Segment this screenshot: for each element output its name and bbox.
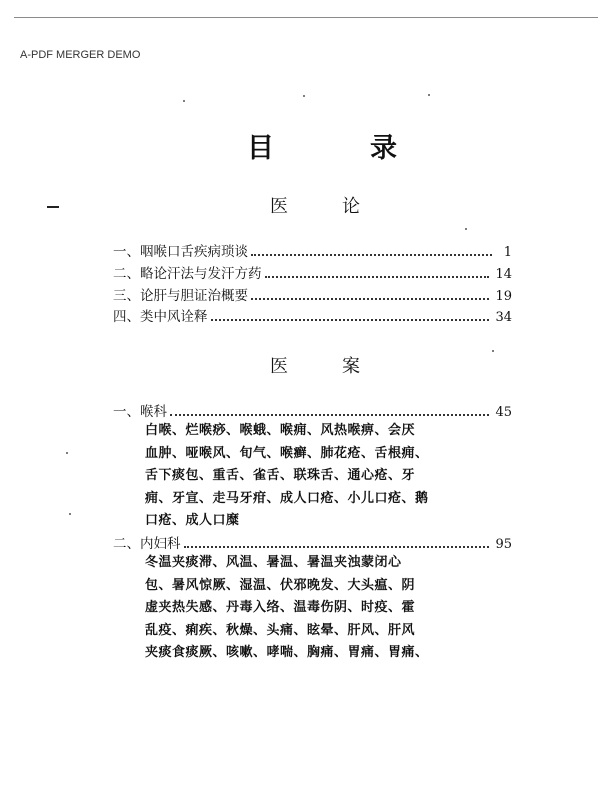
scan-speck [428,94,430,96]
watermark-text: A-PDF MERGER DEMO [20,49,141,61]
subentry-line: 血肿、哑喉风、旬气、喉癣、肺花疮、舌根痈、 [145,445,429,461]
subentry-list-internal [145,552,475,665]
leader-dots [251,254,492,256]
subentry-line: 冬温夹痰滞、风温、暑温、暑温夹浊蒙闭心 [145,555,402,570]
subentry-line: 口疮、成人口糜 [145,513,240,528]
toc-entry-page: 14 [495,267,512,282]
subentry-line: 包、暑风惊厥、湿温、伏邪晚发、大头瘟、阴 [145,577,416,593]
toc-entry-label: 二、略论汗法与发汗方药 [113,266,262,282]
subentry-line: 夹痰食痰厥、咳嗽、哮喘、胸痛、胃痛、胃痛、 [145,645,429,660]
toc-entry-3[interactable] [113,284,512,304]
toc-entry-2[interactable] [113,262,512,282]
toc-entry-internal[interactable] [113,532,512,552]
section-heading-yian [270,352,360,378]
scan-speck [183,100,185,102]
leader-dots [170,414,489,416]
scan-speck [492,350,494,352]
subentry-line: 舌下痰包、重舌、雀舌、联珠舌、通心疮、牙 [145,468,416,483]
subentry-line: 虚夹热失感、丹毒入络、温毒伤阴、时疫、霍 [145,600,416,615]
margin-mark [47,206,59,208]
toc-entry-4[interactable] [113,305,512,325]
scan-speck [66,452,68,454]
subentry-list-throat [145,420,475,533]
page-title [247,126,397,165]
toc-entry-label: 一、咽喉口舌疾病琐谈 [113,244,248,260]
leader-dots [251,298,489,300]
section-heading-char: 医 [270,196,288,217]
leader-dots [265,276,490,278]
toc-entry-label: 一、喉科 [113,404,167,420]
leader-dots [211,319,490,321]
toc-entry-1[interactable] [113,240,512,260]
toc-entry-label: 三、论肝与胆证治概要 [113,288,248,304]
toc-entry-throat[interactable] [113,400,512,420]
title-char-2: 录 [370,133,397,164]
section-heading-yilun [270,192,360,218]
toc-entry-page: 95 [495,537,512,552]
subentry-line: 白喉、烂喉痧、喉蛾、喉痈、风热喉痹、会厌 [145,423,416,438]
toc-entry-page: 19 [495,289,512,304]
toc-entry-label: 四、类中风诠释 [113,309,208,325]
header-rule [14,17,598,18]
toc-entry-label: 二、内妇科 [113,536,181,552]
section-heading-char: 案 [342,356,360,377]
scan-speck [303,95,305,97]
section-heading-char: 医 [270,356,288,377]
toc-entry-page: 34 [495,310,512,325]
subentry-line: 痈、牙宣、走马牙疳、成人口疮、小儿口疮、鹅 [145,490,429,506]
subentry-line: 乱疫、痢疾、秋燥、头痛、眩晕、肝风、肝风 [145,622,416,638]
scan-speck [465,228,467,230]
section-heading-char: 论 [342,196,360,217]
toc-entry-page: 1 [503,245,512,260]
leader-dots [184,546,490,548]
scan-speck [69,513,71,515]
toc-entry-page: 45 [495,405,512,420]
title-char-1: 目 [247,133,274,164]
